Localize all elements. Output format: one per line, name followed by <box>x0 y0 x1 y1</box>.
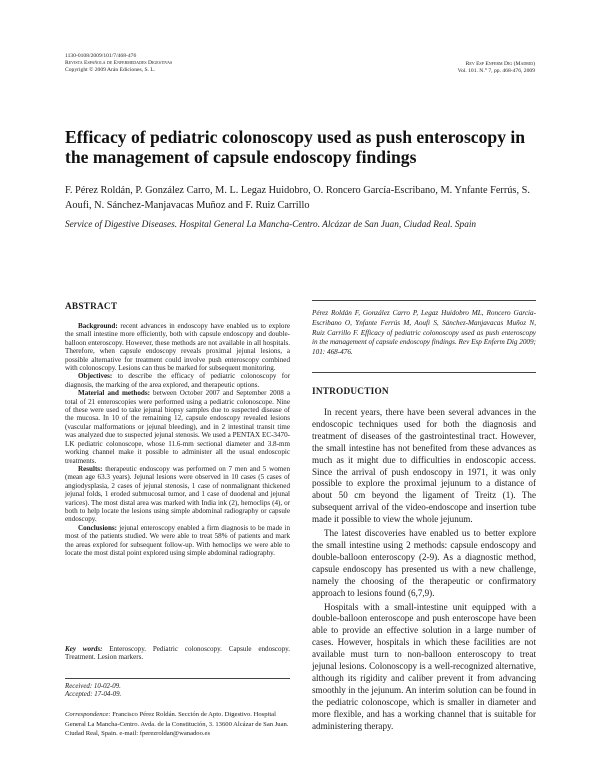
results-text: therapeutic endoscopy was performed on 7 men and 5 women (mean age 63.3 years). Jejunal lesions were observed in 10 cases (5 cases of angiodysplasia, 2 cases of jejunal stenosis, 1 case of nonmalignant thickened jejunal folds, 1 eroded submucosal tumor, and 1 case of duodenal and jejunal varices). The most distal area was marked with India ink (2), hemoclips (4), or both to help locate the lesions using simple abdominal radiography or capsule endoscopy. <box>65 464 290 524</box>
accepted-date: Accepted: 17-04-09. <box>65 691 122 699</box>
footnote-rule <box>65 678 290 679</box>
results-label: Results: <box>78 464 103 473</box>
conclusions-label: Conclusions: <box>78 523 118 532</box>
citation-bottom-rule <box>312 372 536 373</box>
header-left <box>65 53 325 74</box>
abstract-results <box>65 465 290 524</box>
citation: Pérez Roldán F, González Carro P, Legaz Huidobro ML, Roncero García-Escribano O, Ynfante Ferrús M, Aoufi S, Sánchez-Manjavacas Muñoz N, Ruiz Carrillo F. Efficacy of pediatric colonoscopy used as push enteroscopy in the management of capsule endoscopy findings. Rev Esp Enferm Dig 2009; 101: 468-476. <box>312 309 536 357</box>
abstract-heading: ABSTRACT <box>65 302 118 312</box>
intro-paragraph: In recent years, there have been several advances in the endoscopic techniques used for both the diagnosis and treatment of diseases of the gastrointestinal tract. However, the small intestine has not benefited from these advances as much as it might due to difficulties in endoscopic access. Since the arrival of push endoscopy in 1971, it was only possible to explore the proximal jejunum to a distance of about 50 cm beyond the ligament of Treitz (1). The subsequent arrival of the video-endoscope and insertion tube made it possible to view the whole jejunum. <box>312 407 536 525</box>
abstract-body <box>65 322 290 557</box>
journal-name: Revista Española de Enfermedades Digestivas <box>65 60 173 66</box>
header-right <box>330 61 535 75</box>
introduction-body <box>312 407 536 732</box>
copyright: Copyright © 2009 Arán Ediciones, S. L. <box>65 67 156 73</box>
correspondence-label: Correspondence: <box>65 711 111 718</box>
keywords-text: Enteroscopy. Pediatric colonoscopy. Capsule endoscopy. Treatment. Lesion markers. <box>65 645 290 662</box>
abstract-background <box>65 322 290 372</box>
keywords-label: Key words: <box>65 645 103 653</box>
journal-abbrev: Rev Esp Enferm Dig (Madrid) <box>465 61 535 67</box>
abstract-conclusions <box>65 524 290 558</box>
correspondence-text: Francisco Pérez Roldán. Sección de Apto. Digestivo. Hospital General La Mancha-Centro. Avda. de la Constitución, 3. 13600 Alcázar de San Juan. Ciudad Real, Spain. e-mail: fperezroldan@wanadoo.es <box>65 711 289 738</box>
objectives-text: to describe the efficacy of pediatric colonoscopy for diagnosis, the marking of the area explored, and therapeutic options. <box>65 372 290 389</box>
affiliation: Service of Digestive Diseases. Hospital General La Mancha-Centro. Alcázar de San Juan, Ciudad Real. Spain <box>65 220 477 230</box>
keywords <box>65 645 290 662</box>
issn: 1130-0108/2009/101/7/468-476 <box>65 53 137 59</box>
volume-info: Vol. 101. N.° 7, pp. 468-476, 2009 <box>457 68 535 74</box>
background-text: recent advances in endoscopy have enabled us to explore the small intestine more efficiently, both with capsule endoscopy and double-balloon enteroscopy. However, these methods are not available in all hospitals. Therefore, when capsule endoscopy reveals proximal jejunal lesions, a possible alternative for treatment could involve push enteroscopy combined with colonoscopy. Lesions can thus be marked for subsequent monitoring. <box>65 322 290 373</box>
correspondence <box>65 710 290 739</box>
intro-paragraph: Hospitals with a small-intestine unit equipped with a double-balloon enteroscope and push enteroscope have been able to provide an effective solution in a large number of cases. However, hospitals in which these facilities are not available must turn to non-balloon enteroscopy to treat jejunal lesions. Colonoscopy is a well-recognized alternative, although its rigidity and caliber prevent it from advancing smoothly in the jejunum. An interim solution can be found in the pediatric colonoscope, which is smaller in diameter and more flexible, and has a working channel that is suitable for administering therapy. <box>312 601 536 731</box>
objectives-label: Objectives: <box>78 372 113 381</box>
citation-top-rule <box>312 300 536 301</box>
dates <box>65 683 290 700</box>
background-label: Background: <box>78 322 118 330</box>
intro-paragraph: The latest discoveries have enabled us to better explore the small intestine using 2 methods: capsule endoscopy and double-balloon enteroscopy (2-9). As a diagnostic method, capsule endoscopy has presented us with a new challenge, namely the choosing of the therapeutic or confirmatory approach to lesions found (6,7,9). <box>312 528 536 598</box>
paper-title: Efficacy of pediatric colonoscopy used as push enteroscopy in the management of capsule endoscopy findings <box>65 127 526 167</box>
introduction-heading: INTRODUCTION <box>312 387 389 397</box>
authors: F. Pérez Roldán, P. González Carro, M. L. Legaz Huidobro, O. Roncero García-Escribano, M. Ynfante Ferrús, S. Aoufi, N. Sánchez-Manjavacas Muñoz and F. Ruiz Carrillo <box>65 185 530 211</box>
abstract-methods <box>65 389 290 465</box>
received-date: Received: 10-02-09. <box>65 683 121 690</box>
methods-text: between October 2007 and September 2008 a total of 21 enteroscopies were performed using a pediatric colonoscope. Nine of these were used to take jejunal biopsy samples due to suspected disease of the mucosa. In 10 of the remaining 12, capsule endoscopy revealed lesions (vascular malformations or jejunal bleeding), and in 2 intestinal transit time was analyzed due to suspected jejunal stenosis. We used a PENTAX EC-3470-LK pediatric colonoscope, whose 11.6-mm sectional diameter and 3.8-mm working channel make it possible to administer all the usual endoscopic treatments. <box>65 389 291 465</box>
methods-label: Material and methods: <box>78 389 150 398</box>
conclusions-text: jejunal enteroscopy enabled a firm diagnosis to be made in most of the patients studied. We were able to treat 58% of patients and mark the areas explored for subsequent follow-up. With hemoclips we were able to locate the most distal point explored using simple abdominal radiography. <box>65 523 290 557</box>
abstract-objectives <box>65 372 290 389</box>
